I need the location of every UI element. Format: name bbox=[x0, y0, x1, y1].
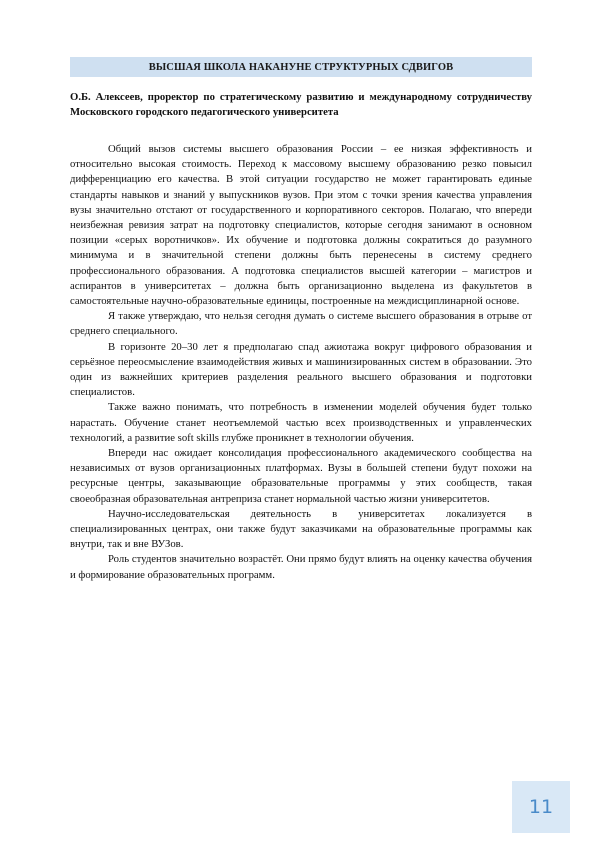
page-number: 11 bbox=[528, 796, 554, 818]
paragraph-3: В горизонте 20–30 лет я предполагаю спад ажиотажа вокруг цифрового образования и серьёзное переосмысление взаимодействия живых и машинизированных систем в образовании. Это один из важнейших критериев разделения реального высшего образования и подготовки специалистов. bbox=[70, 340, 532, 399]
paragraph-1: Общий вызов системы высшего образования России – ее низкая эффективность и относительно высокая стоимость. Переход к массовому высшему образованию резко повысил дифференциацию его качества. В этой ситуации государство не может гарантировать единые стандарты навыков и знаний у выпускников вузов. При этом с точки зрения качества управления вузы значительно отстают от государственного и корпоративного секторов. Полагаю, что впереди неизбежная ревизия затрат на подготовку специалистов, которые сегодня занимают в основном позиции «серых воротничков». Их обучение и подготовка должны сократиться до разумного минимума и в значительной степени должны быть перенесены в систему среднего профессионального образования. А подготовка специалистов высшей категории – магистров и аспирантов в университетах – должна быть организационно выделена из факультетов в самостоятельные научно-образовательные единицы, построенные на междисциплинарной основе. bbox=[70, 143, 532, 308]
section-title: ВЫСШАЯ ШКОЛА НАКАНУНЕ СТРУКТУРНЫХ СДВИГОВ bbox=[148, 61, 454, 73]
section-header-bar bbox=[70, 57, 532, 77]
paragraph-4: Также важно понимать, что потребность в изменении моделей обучения будет только нарастать. Обучение станет неотъемлемой частью всех производственных и управленческих технологий, а развитие soft skills глубже проникнет в технологии обучения. bbox=[70, 401, 532, 444]
page-number-panel bbox=[512, 781, 570, 833]
author-byline: О.Б. Алексеев, проректор по стратегическому развитию и международному сотрудничеству Московского городского педагогического университета bbox=[70, 91, 532, 118]
article-body bbox=[70, 142, 532, 583]
paragraph-5: Впереди нас ожидает консолидация профессионального академического сообщества на независимых от вузов организационных платформах. Вузы в большей степени будут похожи на ресурсные центры, заказывающие образовательные программы у этих сообществ, такая своеобразная образовательная антреприза станет нормальной частью жизни университетов. bbox=[70, 447, 532, 505]
paragraph-7: Роль студентов значительно возрастёт. Они прямо будут влиять на оценку качества обучения и формирование образовательных программ. bbox=[70, 553, 532, 581]
paragraph-6: Научно-исследовательская деятельность в университетах локализуется в специализированных центрах, они также будут заказчиками на образовательные программы как внутри, так и вне ВУЗов. bbox=[70, 507, 532, 551]
paragraph-2: Я также утверждаю, что нельзя сегодня думать о системе высшего образования в отрыве от среднего специального. bbox=[70, 310, 532, 338]
